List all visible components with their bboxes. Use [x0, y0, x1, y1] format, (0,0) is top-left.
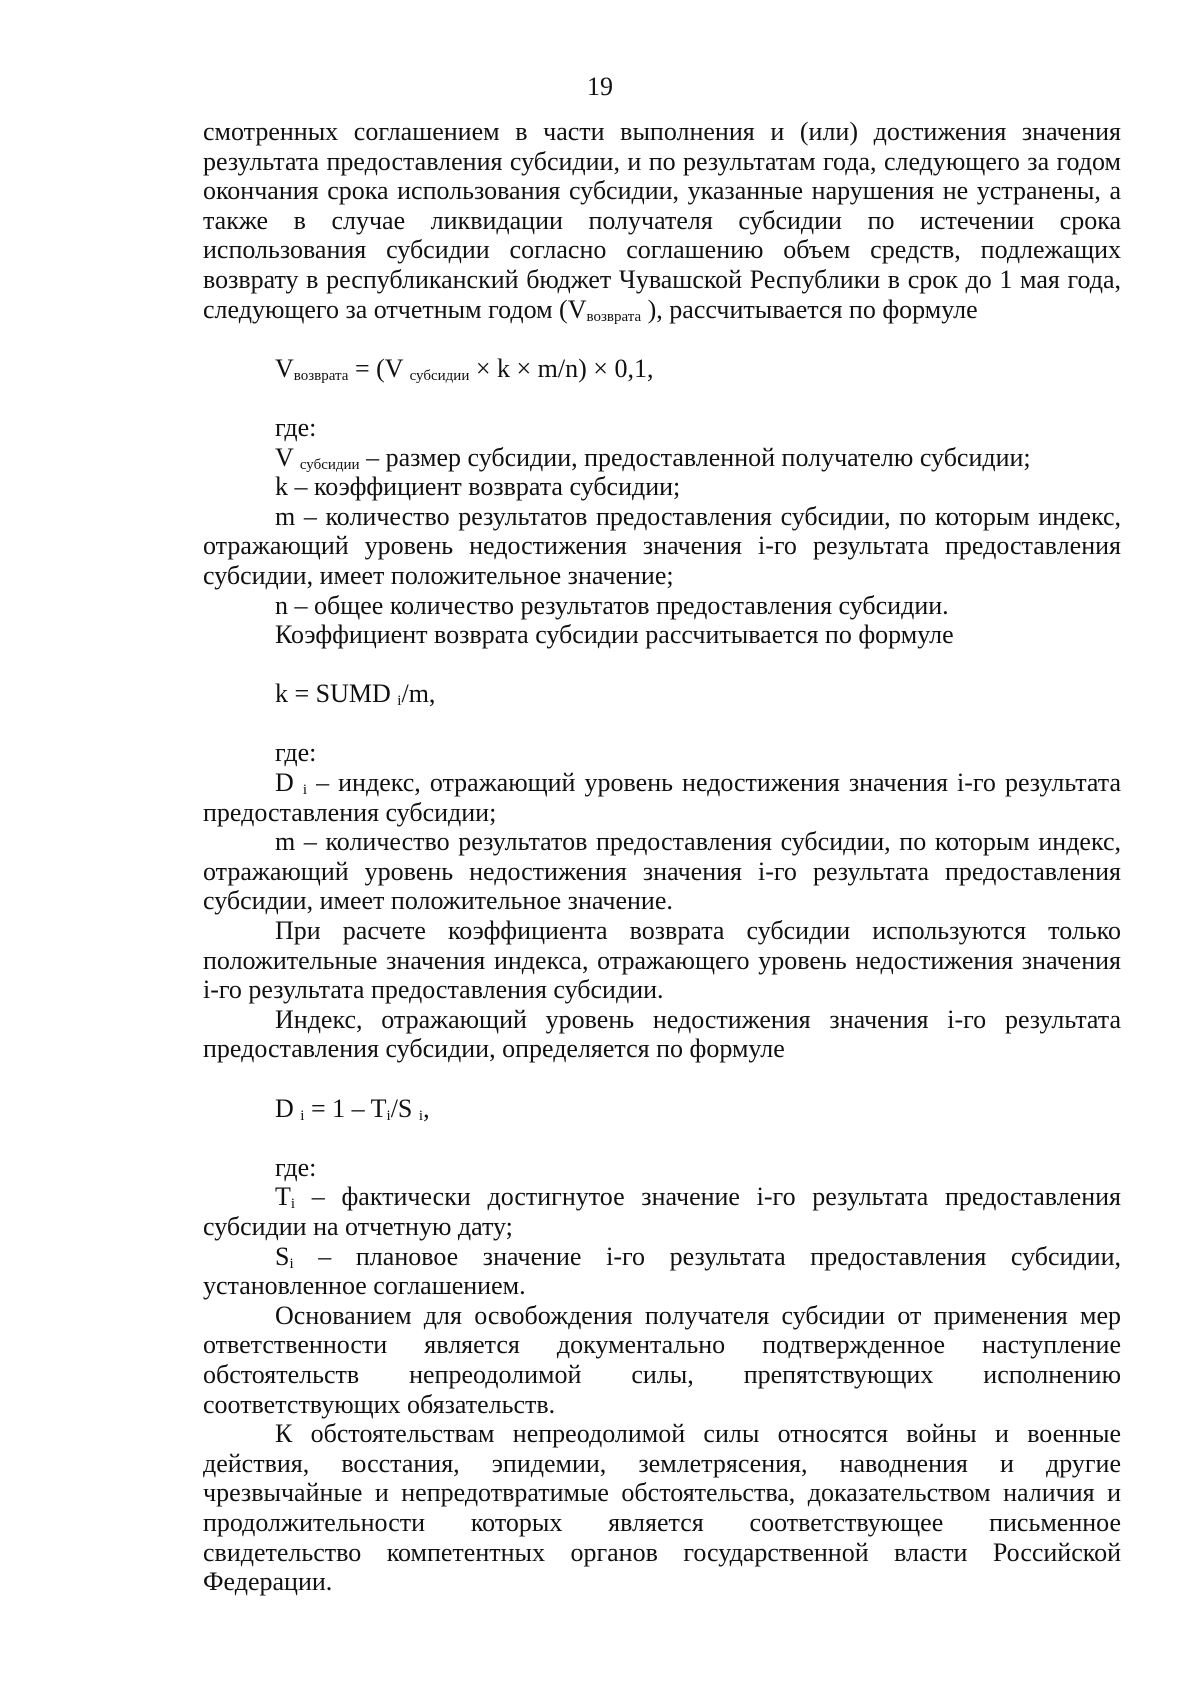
paragraph-force-majeure: К обстоятельствам непреодолимой силы относятся войны и военные действия, восстания, эпидемии, землетрясения, наводнения и другие чрезвычайные и непредотвратимые обстоятельства, доказательством наличия и продолжительности которых является соответствующее письменное свидетельство компетентных органов государственной власти Российской Федерации.: [203, 1419, 1121, 1597]
subscript: i: [302, 782, 308, 799]
subscript: субсидии: [299, 456, 360, 473]
formula-symbol: T: [275, 1182, 291, 1212]
definition-d: [203, 768, 1121, 827]
formula-part: /S: [390, 1093, 419, 1123]
definition-k: k – коэффициент возврата субсидии;: [275, 472, 681, 502]
formula-index: [203, 1094, 1121, 1124]
paragraph-calculation: При расчете коэффициента возврата субсидии используются только положительные значения индекса, отражающего уровень недостижения значения i-го результата предоставления субсидии.: [203, 916, 1121, 1005]
paragraph-exemption: Основанием для освобождения получателя субсидии от применения мер ответственности является документально подтвержденное наступление обстоятельств непреодолимой силы, препятствующих исполнению соответствующих обязательств.: [203, 1300, 1121, 1419]
definition-text: – индекс, отражающий уровень недостижения значения i-го результата предоставления субсидии;: [203, 768, 1121, 827]
formula-part: /m,: [401, 679, 436, 709]
definition-n: n – общее количество результатов предоставления субсидии.: [275, 590, 949, 620]
formula-part: ,: [423, 1093, 430, 1123]
definition-text: – плановое значение i-го результата предоставления субсидии, установленное соглашением.: [203, 1241, 1121, 1301]
definition-t: [203, 1182, 1121, 1241]
document-body: [203, 117, 1121, 1597]
formula-refund-volume: [203, 354, 1121, 384]
formula-part: = 1 – T: [304, 1093, 387, 1123]
paragraph-index: Индекс, отражающий уровень недостижения значения i-го результата предоставления субсидии, определяется по формуле: [203, 1004, 1121, 1064]
paragraph-refund-volume: [203, 117, 1121, 324]
paragraph-coefficient: Коэффициент возврата субсидии рассчитывается по формуле: [275, 620, 954, 650]
subscript: i: [418, 1107, 424, 1124]
paragraph-text: смотренных соглашением в части выполнения и (или) достижения значения результата предоставления субсидии, и по результатам года, следующего за годом окончания срока использования субсидии, указанные нарушения не устранены, а также в случае ликвидации получателя субсидии по истечении срока использования субсидии согласно соглашению объем средств, подлежащих возврату в республиканский бюджет Чувашской Республики в срок до 1 мая года, следующего за отчетным годом (V: [203, 117, 1121, 324]
paragraph-text-end: ), рассчитывается по формуле: [641, 294, 978, 324]
formula-part: × k × m/n) × 0,1,: [469, 353, 654, 383]
subscript: i: [290, 1196, 296, 1213]
definition-s: [203, 1242, 1121, 1301]
page-number: 19: [587, 72, 613, 101]
subscript: возврата: [586, 308, 642, 325]
formula-symbol: D: [275, 768, 303, 798]
formula-part: = (V: [348, 353, 410, 383]
subscript: возврата: [293, 367, 349, 384]
formula-symbol: V: [275, 442, 300, 472]
definition-text: – размер субсидии, предоставленной получателю субсидии;: [359, 442, 1031, 472]
subscript: i: [386, 1107, 391, 1124]
formula-symbol: V: [275, 353, 294, 383]
subscript: i: [300, 1107, 305, 1124]
formula-symbol: D: [275, 1093, 301, 1123]
where-label: где:: [275, 1152, 317, 1182]
definition-m: m – количество результатов предоставления субсидии, по которым индекс, отражающий уровень недостижения значения i-го результата предоставления субсидии, имеет положительное значение;: [203, 501, 1121, 590]
subscript: i: [289, 1255, 294, 1272]
where-label: где:: [275, 412, 317, 442]
formula-symbol: S: [275, 1241, 290, 1271]
where-label: где:: [275, 738, 317, 768]
definition-v-subsidy: [203, 443, 1121, 473]
definition-text: – фактически достигнутое значение i-го результата предоставления субсидии на отчетную дату;: [203, 1182, 1121, 1241]
subscript: i: [397, 693, 402, 710]
subscript: субсидии: [409, 367, 470, 384]
definition-m: m – количество результатов предоставления субсидии, по которым индекс, отражающий уровень недостижения значения i-го результата предоставления субсидии, имеет положительное значение.: [203, 827, 1121, 916]
formula-part: k = SUMD: [275, 679, 398, 709]
formula-coefficient: [203, 679, 1121, 709]
